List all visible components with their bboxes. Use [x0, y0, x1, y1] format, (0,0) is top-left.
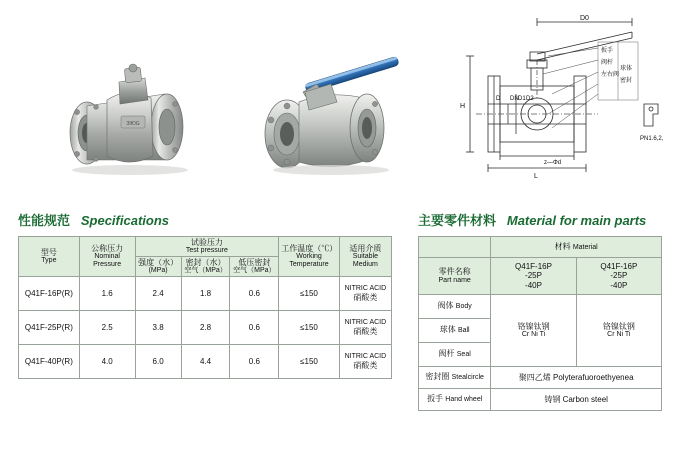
header-seal: 密封（水） 空气（MPa） [181, 257, 230, 277]
header-material: 材料 Material [491, 237, 662, 258]
cell-lowseal: 0.6 [230, 277, 279, 311]
svg-text:L: L [534, 173, 538, 180]
specifications-table [18, 236, 392, 379]
cell-medium: NITRIC ACID 硝酸类 [339, 345, 391, 379]
header-suitable-medium: 适用介质 Suitable Medium [339, 237, 391, 277]
table-row [419, 389, 662, 411]
cell-part-name: 扳手 Hand wheel [419, 389, 491, 411]
cell-strength: 3.8 [135, 311, 181, 345]
svg-text:H: H [460, 103, 466, 110]
svg-text:D0: D0 [580, 15, 589, 22]
cell-type: Q41F-40P(R) [19, 345, 80, 379]
table-row [419, 295, 662, 319]
product-photos [0, 0, 664, 200]
cell-seal: 1.8 [181, 277, 230, 311]
cell-medium: NITRIC ACID 硝酸类 [339, 311, 391, 345]
cell-temperature: ≤150 [279, 345, 339, 379]
header-empty-corner [419, 237, 491, 258]
svg-text:z—Φd: z—Φd [544, 160, 562, 166]
svg-text:PN1.6,2,: PN1.6,2, [640, 136, 664, 142]
table-header-row [19, 237, 392, 257]
header-material-col-1: Q41F-16P -25P -40P [491, 258, 576, 295]
table-subheader-row [419, 258, 662, 295]
cell-lowseal: 0.6 [230, 345, 279, 379]
cell-part-name: 密封圈 Stealcircle [419, 367, 491, 389]
valve-dimension-drawing [448, 8, 676, 198]
cell-nominal: 2.5 [79, 311, 135, 345]
ball-valve-photo-left [55, 28, 240, 178]
cell-part-name: 阀杆 Seal [419, 343, 491, 367]
table-row [19, 277, 392, 311]
cell-material-ptfe: 聚四乙烯 Polyterafuoroethyenea [491, 367, 662, 389]
cell-material-2: 铬镍钛钢 Cr Ni Ti [576, 295, 661, 367]
svg-text:左右阀: 左右阀 [601, 72, 620, 78]
cell-temperature: ≤150 [279, 277, 339, 311]
svg-text:DN: DN [510, 96, 519, 102]
header-part-name: 零件名称 Part name [419, 258, 491, 295]
cell-medium: NITRIC ACID 硝酸类 [339, 277, 391, 311]
cell-strength: 6.0 [135, 345, 181, 379]
specifications-heading-en: Specifications [80, 213, 169, 228]
cell-lowseal: 0.6 [230, 311, 279, 345]
header-material-col-2: Q41F-16P -25P -40P [576, 258, 661, 295]
svg-text:D: D [496, 96, 501, 102]
svg-text:ЗIЮG: ЗIЮG [126, 121, 140, 127]
cell-temperature: ≤150 [279, 311, 339, 345]
material-table [418, 236, 662, 411]
table-row [19, 345, 392, 379]
svg-text:D1: D1 [518, 96, 526, 102]
material-heading-cn: 主要零件材料 [418, 213, 497, 228]
header-strength: 强度（水） (MPa) [135, 257, 181, 277]
table-row [19, 311, 392, 345]
svg-text:密封: 密封 [620, 78, 633, 84]
cell-nominal: 1.6 [79, 277, 135, 311]
cell-type: Q41F-25P(R) [19, 311, 80, 345]
svg-text:阀杆: 阀杆 [601, 60, 614, 66]
header-nominal-pressure: 公称压力 Nominal Pressure [79, 237, 135, 277]
header-type: 型号 Type [19, 237, 80, 277]
cell-seal: 2.8 [181, 311, 230, 345]
table-header-row [419, 237, 662, 258]
cell-material-1: 铬镍钛钢 Cr Ni Ti [491, 295, 576, 367]
header-test-pressure: 试验压力 Test pressure [135, 237, 279, 257]
specifications-heading-cn: 性能规范 [18, 213, 71, 228]
cell-material-carbon-steel: 铸钢 Carbon steel [491, 389, 662, 411]
material-heading-en: Material for main parts [506, 213, 647, 228]
cell-nominal: 4.0 [79, 345, 135, 379]
cell-part-name: 球体 Ball [419, 319, 491, 343]
material-heading [418, 210, 646, 229]
header-low-pressure-seal: 低压密封 空气（MPa） [230, 257, 279, 277]
cell-strength: 2.4 [135, 277, 181, 311]
specifications-heading [18, 210, 169, 229]
ball-valve-photo-right [245, 30, 435, 180]
cell-part-name: 阀体 Body [419, 295, 491, 319]
cell-type: Q41F-16P(R) [19, 277, 80, 311]
svg-text:扳手: 扳手 [601, 48, 614, 54]
svg-text:球体: 球体 [620, 66, 633, 72]
cell-seal: 4.4 [181, 345, 230, 379]
table-row [419, 367, 662, 389]
svg-text:D2: D2 [526, 96, 534, 102]
header-working-temperature: 工作温度（℃） Working Temperature [279, 237, 339, 277]
